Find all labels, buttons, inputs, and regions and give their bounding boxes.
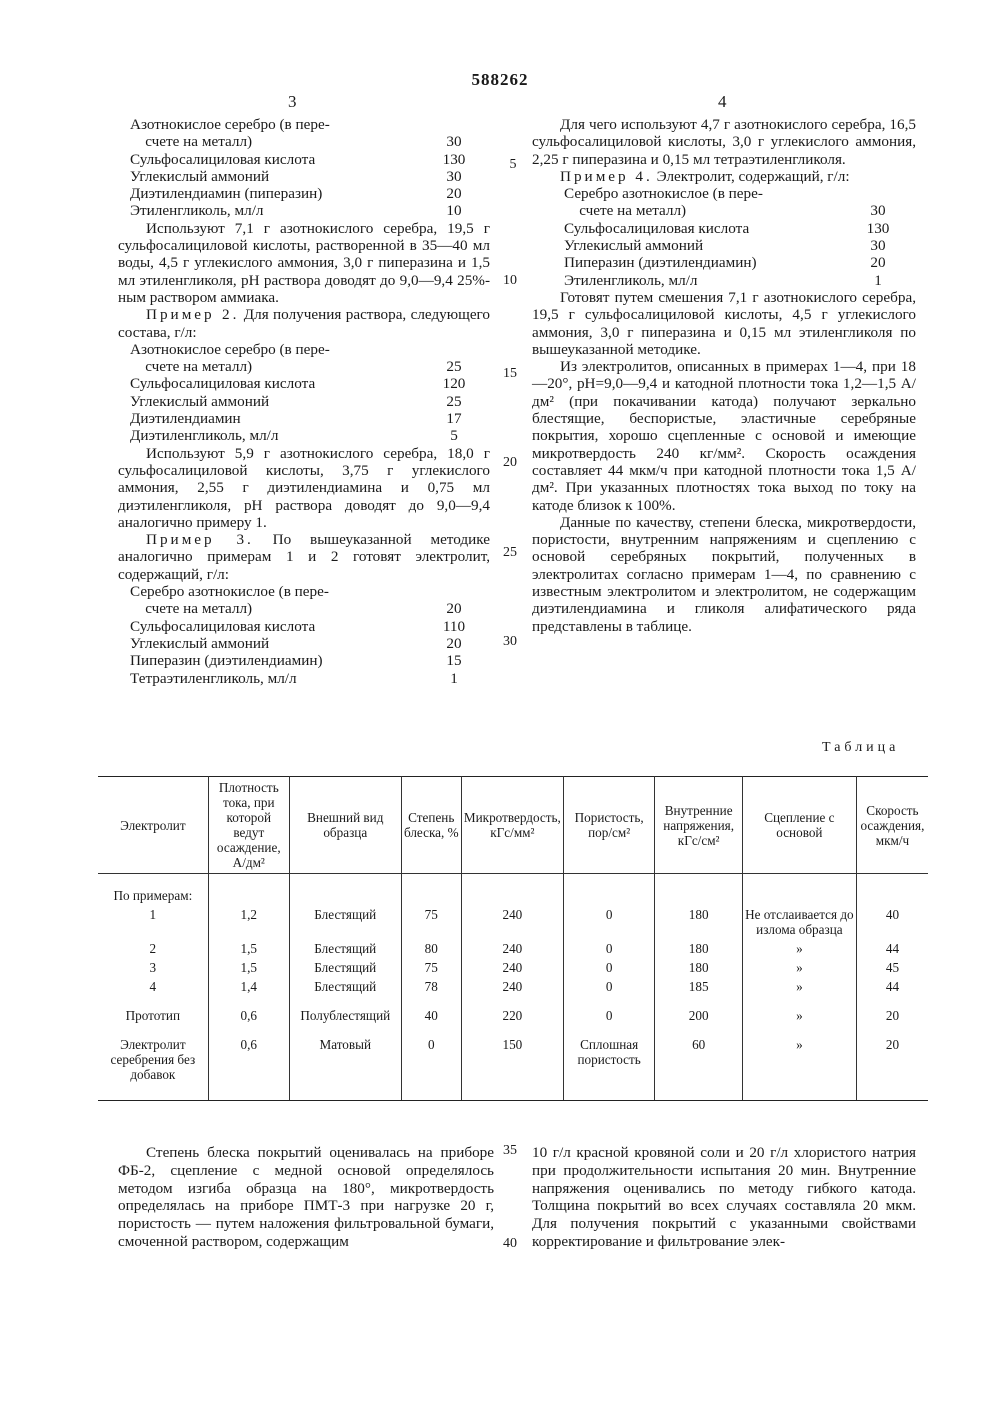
- table-cell: 180: [655, 905, 742, 939]
- line-number: 10: [503, 273, 517, 288]
- table-cell: Блестящий: [289, 977, 401, 996]
- component-value: 10: [446, 202, 462, 220]
- component-value: [438, 116, 470, 133]
- component-name: счете на металл): [130, 133, 253, 151]
- component-value: [438, 583, 470, 600]
- table-cell: »: [742, 958, 856, 977]
- table-row: [98, 939, 928, 958]
- table-cell: Не отслаивается до излома образца: [742, 905, 856, 939]
- results-table: [98, 776, 928, 1101]
- example-heading: [118, 306, 490, 341]
- composition-row: [130, 341, 470, 358]
- table-cell: 44: [856, 939, 928, 958]
- component-value: 130: [866, 219, 890, 237]
- table-cell: 185: [655, 977, 742, 996]
- composition-row: [130, 670, 470, 687]
- table-cell: 180: [655, 939, 742, 958]
- table-cell: [208, 874, 289, 906]
- table-cell: 20: [856, 1025, 928, 1101]
- table-cell: 1,4: [208, 977, 289, 996]
- table-cell: Электролит серебрения без добавок: [98, 1025, 208, 1101]
- composition-row: [130, 427, 470, 444]
- paragraph: Для чего используют 4,7 г азотнокислого серебра, 16,5 сульфосалициловой кислоты, 3,0 г углекислого аммония, 2,25 г пиперазина и 0,15 мл тетраэтиленгликоля.: [532, 116, 916, 168]
- composition-row: [130, 168, 470, 185]
- line-number: 35: [503, 1143, 517, 1158]
- table-cell: 2: [149, 941, 157, 956]
- table-cell: 4: [149, 979, 157, 994]
- component-name: Азотнокислое серебро (в пере-: [130, 116, 330, 133]
- table-row: [98, 905, 928, 939]
- table-group-row: [98, 874, 928, 906]
- component-value: 15: [446, 652, 462, 670]
- composition-list-4: [532, 185, 916, 289]
- table-row: [98, 996, 928, 1025]
- table-cell: »: [742, 939, 856, 958]
- line-number: 20: [503, 455, 517, 470]
- table-cell: 78: [401, 977, 461, 996]
- component-value: 30: [870, 202, 886, 220]
- table-cell: 0: [563, 977, 655, 996]
- column-header: Пористость, пор/см²: [563, 777, 655, 874]
- component-name: Углекислый аммоний: [130, 392, 270, 410]
- composition-row: [130, 202, 470, 219]
- component-value: 25: [446, 358, 462, 376]
- component-value: 20: [446, 634, 462, 652]
- patent-number: 588262: [471, 70, 529, 89]
- table-cell: 75: [401, 905, 461, 939]
- paragraph: Используют 7,1 г азотнокислого серебра, 19,5 г сульфосалициловой кислоты, растворенной в 35—40 мл воды, 4,5 г углекислого аммония, 3,0 г пиперазина и 1,5 мл этиленгликоля, pH раствора доводят до 9,0—9,4 25%-ным раствором аммиака.: [118, 219, 490, 306]
- table-cell: 40: [401, 996, 461, 1025]
- composition-row: [130, 358, 470, 375]
- component-name: Сульфосалициловая кислота: [130, 375, 316, 393]
- component-value: 30: [870, 237, 886, 255]
- composition-row: [130, 410, 470, 427]
- component-name: Серебро азотнокислое (в пере-: [564, 185, 763, 203]
- component-value: 1: [450, 669, 458, 687]
- component-value: 25: [446, 392, 462, 410]
- table-cell: 0: [563, 905, 655, 939]
- table-cell: Прототип: [125, 1008, 181, 1023]
- table-cell: Блестящий: [289, 939, 401, 958]
- line-number: 25: [503, 545, 517, 560]
- example-heading: [118, 531, 490, 583]
- component-value: [438, 341, 470, 358]
- right-column: [532, 116, 916, 635]
- component-value: 20: [446, 185, 462, 203]
- paragraph: Из электролитов, описанных в примерах 1—4, при 18—20°, pH=9,0—9,4 и катодной плотности тока 1,2—1,5 А/дм² (при покачивании катода) получают зеркально блестящие, беспористые, эластичные серебряные покрытия, хорошо сцепленные с основой и имеющие микротвердость 240 кг/мм². Скорость осаждения составляет 44 мкм/ч при катодной плотности тока 1,5 А/дм². При указанных плотностях тока выход по току на катоде близок к 100%.: [532, 358, 916, 514]
- table-cell: [289, 874, 401, 906]
- component-name: счете на металл): [564, 202, 687, 220]
- paragraph: Готовят путем смешения 7,1 г азотнокислого серебра, 19,5 г сульфосалициловой кислоты, 4,5 г углекислого аммония, 3,0 г пиперазина и 0,15 мл этиленгликоля по вышеуказанной методике.: [532, 288, 916, 358]
- table-cell: [563, 874, 655, 906]
- table-cell: 180: [655, 958, 742, 977]
- composition-row: [130, 600, 470, 617]
- component-name: Углекислый аммоний: [130, 634, 270, 652]
- table-cell: 60: [655, 1025, 742, 1101]
- component-value: 5: [450, 427, 458, 445]
- paragraph: Используют 5,9 г азотнокислого серебра, 18,0 г сульфосалициловой кислоты, 3,75 г углекислого аммония, 2,55 г диэтилендиамина и 0,75 мл диэтиленгликоля, pH раствора доводят до 9,0—9,4 аналогично примеру 1.: [118, 444, 490, 531]
- component-value: 17: [446, 410, 462, 428]
- composition-row: [130, 116, 470, 133]
- composition-row: [564, 220, 894, 237]
- column-header: Внутренние напряжения, кГс/см²: [655, 777, 742, 874]
- composition-row: [564, 185, 894, 202]
- table-cell: 40: [856, 905, 928, 939]
- composition-row: [130, 393, 470, 410]
- example-heading: [532, 168, 916, 185]
- table-cell: 200: [655, 996, 742, 1025]
- line-number: 5: [509, 157, 517, 172]
- table-cell: [655, 874, 742, 906]
- example-text: По вышеуказанной методике аналогично примерам 1 и 2 готовят электролит, содержащий, г/л:: [118, 531, 491, 583]
- example-label: Пример 4.: [560, 167, 653, 185]
- table-cell: »: [742, 996, 856, 1025]
- component-value: 20: [870, 254, 886, 272]
- table-cell: [742, 874, 856, 906]
- composition-row: [130, 618, 470, 635]
- composition-list-1: [118, 116, 490, 220]
- table-cell: 45: [856, 958, 928, 977]
- component-name: Пиперазин (диэтилендиамин): [564, 254, 757, 272]
- composition-row: [130, 375, 470, 392]
- example-label: Пример 3.: [146, 531, 254, 549]
- table-row: [98, 958, 928, 977]
- composition-row: [564, 237, 894, 254]
- composition-row: [130, 583, 470, 600]
- component-name: Этиленгликоль, мл/л: [564, 271, 698, 289]
- component-name: Сульфосалициловая кислота: [564, 219, 750, 237]
- table-cell: [856, 874, 928, 906]
- component-name: счете на металл): [130, 358, 253, 376]
- example-text: Электролит, содержащий, г/л:: [656, 167, 850, 185]
- table-cell: 220: [461, 996, 563, 1025]
- component-value: 30: [446, 167, 462, 185]
- table-cell: 1,5: [208, 939, 289, 958]
- table-cell: 240: [461, 958, 563, 977]
- paragraph: Данные по качеству, степени блеска, микротвердости, пористости, внутренним напряжениям и сцеплению с основой серебряных покрытий, полученных в электролитах согласно примерам 1—4, по сравнению с известным электролитом и электролитом, не содержащим диэтилендиамина и гликоля алифатического ряда представлены в таблице.: [532, 513, 916, 635]
- column-header: Электролит: [98, 777, 208, 874]
- line-number: 15: [503, 366, 517, 381]
- table-cell: 44: [856, 977, 928, 996]
- component-value: 130: [442, 150, 466, 168]
- composition-row: [564, 272, 894, 289]
- table-cell: 20: [856, 996, 928, 1025]
- table-cell: 0,6: [208, 1025, 289, 1101]
- table-cell: 1,2: [208, 905, 289, 939]
- component-value: [862, 185, 894, 202]
- column-header: Сцепление с основой: [742, 777, 856, 874]
- component-value: 1: [874, 271, 882, 289]
- component-value: 110: [442, 617, 466, 635]
- table-cell: 0: [401, 1025, 461, 1101]
- component-value: 120: [442, 375, 466, 393]
- table-row: [98, 977, 928, 996]
- component-name: Диэтилендиамин (пиперазин): [130, 185, 323, 203]
- table-cell: »: [742, 1025, 856, 1101]
- table-cell: 0: [563, 958, 655, 977]
- page-number-left: 3: [288, 92, 297, 111]
- example-label: Пример 2.: [146, 306, 240, 324]
- table-cell: [461, 874, 563, 906]
- composition-row: [130, 133, 470, 150]
- column-header: Микротвердость, кГс/мм²: [461, 777, 563, 874]
- table-cell: 3: [149, 960, 157, 975]
- composition-list-2: [118, 341, 490, 445]
- table-cell: Сплошная пористость: [563, 1025, 655, 1101]
- table-cell: [401, 874, 461, 906]
- composition-row: [130, 185, 470, 202]
- table-caption: Таблица: [822, 740, 900, 755]
- table-row: [98, 1025, 928, 1101]
- line-number: 40: [503, 1236, 517, 1251]
- column-header: Степень блеска, %: [401, 777, 461, 874]
- footer-left-text: [118, 1144, 494, 1251]
- table-cell: 240: [461, 977, 563, 996]
- table-header-row: [98, 777, 928, 874]
- component-name: Углекислый аммоний: [564, 237, 704, 255]
- example-text: Для получения раствора, следующего состава, г/л:: [118, 306, 491, 341]
- component-name: Азотнокислое серебро (в пере-: [130, 340, 330, 358]
- table-cell: По примерам:: [113, 888, 193, 903]
- component-name: Пиперазин (диэтилендиамин): [130, 652, 323, 670]
- component-name: Серебро азотнокислое (в пере-: [130, 583, 329, 601]
- column-header: Скорость осаждения, мкм/ч: [856, 777, 928, 874]
- table-cell: 240: [461, 905, 563, 939]
- column-header: Плотность тока, при которой ведут осаждение, А/дм²: [208, 777, 289, 874]
- table-cell: Полублестящий: [289, 996, 401, 1025]
- component-name: Сульфосалициловая кислота: [130, 150, 316, 168]
- composition-row: [130, 151, 470, 168]
- component-name: Диэтиленгликоль, мл/л: [130, 427, 279, 445]
- page-number-right: 4: [718, 92, 727, 111]
- table-cell: 0: [563, 939, 655, 958]
- component-name: Углекислый аммоний: [130, 167, 270, 185]
- table-cell: Матовый: [289, 1025, 401, 1101]
- composition-row: [564, 202, 894, 219]
- table-cell: Блестящий: [289, 905, 401, 939]
- component-name: счете на металл): [130, 600, 253, 618]
- component-name: Диэтилендиамин: [130, 410, 241, 428]
- composition-row: [564, 254, 894, 271]
- component-value: 20: [446, 600, 462, 618]
- table-cell: Блестящий: [289, 958, 401, 977]
- table-cell: 0: [563, 996, 655, 1025]
- composition-list-3: [118, 583, 490, 687]
- component-name: Тетраэтиленгликоль, мл/л: [130, 669, 297, 687]
- table-cell: 0,6: [208, 996, 289, 1025]
- component-name: Этиленгликоль, мл/л: [130, 202, 264, 220]
- component-value: 30: [446, 133, 462, 151]
- table-cell: 150: [461, 1025, 563, 1101]
- paragraph: Степень блеска покрытий оценивалась на приборе ФБ-2, сцепление с медной основой определялось методом изгиба образца на 180°, микротвердость определялась на приборе ПМТ-3 при нагрузке 20 г, пористость — путем наложения фильтровальной бумаги, смоченной раствором, содержащим: [118, 1144, 494, 1250]
- composition-row: [130, 635, 470, 652]
- paragraph: 10 г/л красной кровяной соли и 20 г/л хлористого натрия при продолжительности испытания 20 мин. Внутренние напряжения оценивались по методу гибкого катода. Толщина покрытий во всех случаях составляла 20 мкм. Для получения покрытий с указанными свойствами корректирование и фильтрование элек-: [532, 1144, 916, 1250]
- footer-right-text: [532, 1144, 916, 1251]
- composition-row: [130, 652, 470, 669]
- table-cell: 75: [401, 958, 461, 977]
- left-column: [118, 116, 490, 687]
- table-cell: »: [742, 977, 856, 996]
- table-cell: 240: [461, 939, 563, 958]
- line-number: 30: [503, 634, 517, 649]
- table-cell: 80: [401, 939, 461, 958]
- table-cell: 1: [149, 907, 157, 922]
- table-cell: 1,5: [208, 958, 289, 977]
- component-name: Сульфосалициловая кислота: [130, 617, 316, 635]
- column-header: Внешний вид образца: [289, 777, 401, 874]
